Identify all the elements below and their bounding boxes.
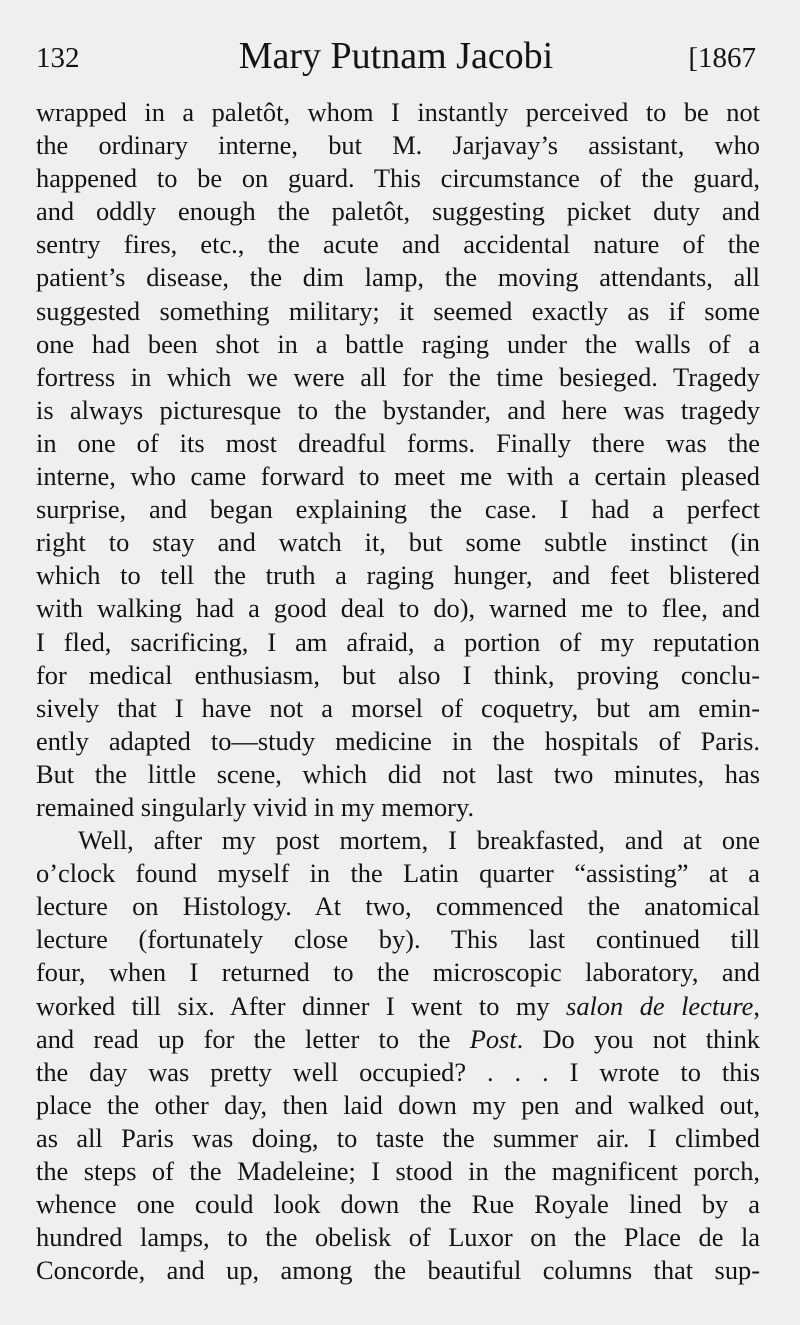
text-line: o’clock found myself in the Latin quarter “assisting” at a <box>36 858 760 889</box>
text-line: the steps of the Madeleine; I stood in the magnificent porch, <box>36 1156 760 1186</box>
text-line: whence one could look down the Rue Royale lined by a <box>36 1189 760 1220</box>
running-title: Mary Putnam Jacobi <box>238 35 554 77</box>
text-line: one had been shot in a battle raging under the walls of a <box>36 328 760 359</box>
text-segment: , <box>753 990 760 1021</box>
text-line: which to tell the truth a raging hunger, and feet blistered <box>36 560 760 591</box>
page-number: 132 <box>36 42 80 74</box>
text-line: ently adapted to—study medicine in the hospitals of Paris. <box>36 725 760 756</box>
italic-phrase: Post <box>469 1023 517 1054</box>
text-line <box>36 1023 760 1056</box>
text-segment: . Do you not think <box>516 1023 760 1054</box>
text-line: Concorde, and up, among the beautiful columns that sup- <box>36 1255 760 1286</box>
text-line: place the other day, then laid down my pen and walked out, <box>36 1089 760 1120</box>
text-line: patient’s disease, the dim lamp, the moving attendants, all <box>36 262 760 293</box>
text-line: and oddly enough the paletôt, suggesting picket duty and <box>36 196 760 227</box>
page-header <box>36 34 756 82</box>
text-line: right to stay and watch it, but some subtle instinct (in <box>36 527 760 558</box>
text-line: in one of its most dreadful forms. Finally there was the <box>36 427 760 458</box>
text-line: with walking had a good deal to do), warned me to flee, and <box>36 593 760 624</box>
text-line: wrapped in a paletôt, whom I instantly perceived to be not <box>36 97 760 127</box>
text-line: lecture (fortunately close by). This last continued till <box>36 924 760 955</box>
text-line: Well, after my post mortem, I breakfasted, and at one <box>78 825 760 856</box>
text-line: four, when I returned to the microscopic laboratory, and <box>36 957 760 988</box>
text-line: hundred lamps, to the obelisk of Luxor on the Place de la <box>36 1222 760 1253</box>
text-line: the ordinary interne, but M. Jarjavay’s assistant, who <box>36 130 760 161</box>
text-line: is always picturesque to the bystander, and here was tragedy <box>36 394 760 425</box>
text-line: remained singularly vivid in my memory. <box>36 791 475 822</box>
text-line: interne, who came forward to meet me with a certain pleased <box>36 461 760 492</box>
text-line: suggested something military; it seemed exactly as if some <box>36 295 760 326</box>
text-segment: and read up for the letter to the <box>36 1023 451 1054</box>
text-line: as all Paris was doing, to taste the summer air. I climbed <box>36 1122 760 1153</box>
text-line: happened to be on guard. This circumstance of the guard, <box>36 163 760 194</box>
header-year: [1867 <box>688 42 756 74</box>
text-segment: worked till six. After dinner I went to my <box>36 990 550 1021</box>
italic-phrase: salon de lecture <box>566 990 754 1021</box>
text-line <box>36 990 760 1023</box>
text-line: lecture on Histology. At two, commenced the anatomical <box>36 891 760 922</box>
text-line: for medical enthusiasm, but also I think, proving conclu- <box>36 659 760 690</box>
body-text <box>36 96 760 1287</box>
text-line: But the little scene, which did not last two minutes, has <box>36 758 760 789</box>
text-line: fortress in which we were all for the time besieged. Tragedy <box>36 361 760 392</box>
text-line: the day was pretty well occupied? . . . I wrote to this <box>36 1056 760 1087</box>
text-line: sentry fires, etc., the acute and accidental nature of the <box>36 229 760 260</box>
text-line: I fled, sacrificing, I am afraid, a portion of my reputation <box>36 626 760 657</box>
text-line: surprise, and began explaining the case. I had a perfect <box>36 494 760 525</box>
text-line: sively that I have not a morsel of coquetry, but am emin- <box>36 692 760 723</box>
